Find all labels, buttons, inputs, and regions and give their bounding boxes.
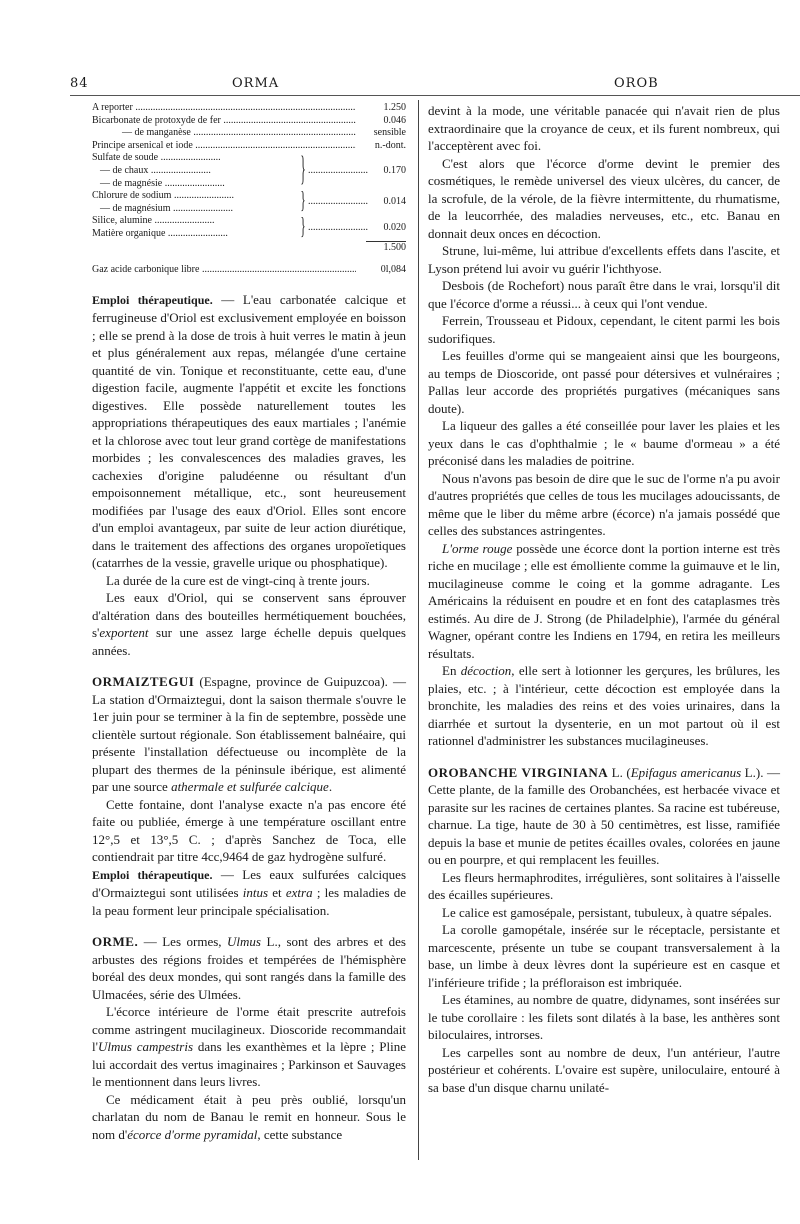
paragraph: Strune, lui-même, lui attribue d'excellents effets dans l'ascite, et Lyson prétend lui avoir vu guérir l'ichthyose. [428,243,780,276]
table-group: Sulfate de soude ..... — de chaux ..... — de magnésie ..... } ..... 0.170 [92,152,406,190]
page-header [0,76,800,96]
left-column [92,102,406,1143]
page-number: 84 [70,76,89,91]
paragraph: C'est alors que l'écorce d'orme devint le premier des cosmétiques, le remède universel des vieux ulcères, du cancer, de la scrofule, de la vérole, de la fièvre intermittente, du rhumatisme, de la leucorrhée, des maladies nerveuses, etc., etc. Banau en donnait deux onces en décoction. [428,155,780,241]
paragraph: Desbois (de Rochefort) nous paraît être dans le vrai, lorsqu'il dit que l'écorce d'orme a réussi... à ceux qui l'ont vendue. [428,278,780,311]
table-row: — de manganèse ..... sensible [92,127,406,140]
running-title-right: OROB [614,76,659,91]
paragraph: Les fleurs hermaphrodites, irrégulières, sont solitaires à l'aisselle des écailles supérieures. [428,869,780,902]
brace-icon: } [300,214,306,241]
entry-orobanche: OROBANCHE VIRGINIANA L. (Epifagus americanus L.). — Cette plante, de la famille des Orobanchées, est herbacée vivace et parasite sur les racines de certaines plantes. Sa racine est tubéreuse, charnue. La tige, haute de 30 à 50 centimètres, est lisse, ramifiée depuis la base et munie de petites écailles ovales, colorées en jaune ou en pourpre, et qui remplacent les feuilles. [428,764,780,867]
paragraph: La corolle gamopétale, insérée sur le réceptacle, persistante et marcescente, présente un tube se coupant transversalement à la base, un limbe à deux lèvres dont la supérieure est en casque et l'inférieure trifide ; la préfloraison est imbriquée. [428,922,780,990]
paragraph: Ce médicament était à peu près oublié, lorsqu'un charlatan du nom de Banau le remit en honneur. Sous le nom d'écorce d'orme pyramidal, cette substance [92,1091,406,1142]
paragraph: Le calice est gamosépale, persistant, tubuleux, à quatre sépales. [442,904,772,920]
paragraph: La durée de la cure est de vingt-cinq à trente jours. [106,572,370,588]
entry-orme: ORME. — Les ormes, Ulmus L., sont des arbres et des arbustes des régions froides et tempérées de l'hémisphère boréal des deux mondes, qui sont rangés dans la famille des Ulmacées, série des Ulmées. [92,934,406,1002]
table-row: Bicarbonate de protoxyde de fer ..... 0.046 [92,115,406,128]
paragraph: L'écorce intérieure de l'orme était prescrite autrefois comme astringent mucilagineux. Dioscoride recommandait l'Ulmus campestris dans les exanthèmes et la lèpre ; Pline lui accordait des vertus imaginaires ; Parkinson et Sauvages le mentionnent dans leurs livres. [92,1004,406,1090]
entry-heading: ORME. [92,934,139,950]
entry-heading: OROBANCHE VIRGINIANA [428,764,609,780]
entry-ormaiztegui: ORMAIZTEGUI (Espagne, province de Guipuzcoa). — La station d'Ormaiztegui, dont la saison thermale s'ouvre le 1er juin pour se terminer à la fin de septembre, possède une clientèle surtout régionale. Son établissement balnéaire, qui présente l'installation défectueuse ou incomplète de la plupart des thermes de la péninsule ibérique, est alimenté par une source athermale et sulfurée calcique. [92,674,406,795]
paragraph: Cette fontaine, dont l'analyse exacte n'a pas encore été faite ou publiée, émerge à une température oscillant entre 12°,5 et 13°,5 C. ; d'après Sanchez de Toca, elle contiendrait par titre 4cc,9464 de gaz hydrogène sulfuré. [92,796,406,865]
right-column [428,102,780,1096]
paragraph: L'orme rouge possède une écorce dont la portion interne est très riche en mucilage ; elle est émolliente comme la guimauve et le lin, mucilagineuse comme le coing et la gomme adragante. Les Américains la réduisent en poudre et en font des cataplasmes très estimés. Au dire de J. Strong (de Philadelphie), l'armée du général Wagner, opérant contre les Indiens en 1794, en retira les meilleurs résultats. [428,540,781,661]
paragraph: Les carpelles sont au nombre de deux, l'un antérieur, l'autre postérieur et cohérents. L'ovaire est supère, uniloculaire, entouré à sa base d'un disque charnu unilaté- [428,1044,780,1095]
table-row: A reporter ..... 1.250 [92,102,406,115]
paragraph: Les feuilles d'orme qui se mangeaient ainsi que les bourgeons, au temps de Dioscoride, ont passé pour détersives et vulnéraires ; Pallas leur accorde des propriétés purgatives (mécaniques sans doute). [428,348,780,416]
paragraph: En décoction, elle sert à lotionner les gerçures, les brûlures, les plaies, etc. ; à l'intérieur, cette décoction est employée dans la bronchite, les maladies des reins et des voies urinaires, dans la diarrhée et surtout la dysenterie, en un mot partout où il est rationnel d'administrer les substances mucilagineuses. [428,663,780,748]
paragraph: Les étamines, au nombre de quatre, didynames, sont insérées sur le tube corollaire : les filets sont dilatés à la base, les anthères sont biloculaires, introrses. [428,992,780,1042]
column-divider [418,100,419,1160]
table-row: Principe arsenical et iode ..... n.-dont. [92,140,406,153]
paragraph: Emploi thérapeutique. — Les eaux sulfurées calciques d'Ormaiztegui sont utilisées intus et extra ; les maladies de la peau forment leur principale spécialisation. [92,866,406,918]
paragraph: Ferrein, Trousseau et Pidoux, cependant, le citent parmi les bois sudorifiques. [428,313,780,346]
table-total: 1.500 [92,241,406,255]
table-row: Gaz acide carbonique libre ..... 0l,084 [92,264,406,277]
table-group: Chlorure de sodium ..... — de magnésium ..... } ..... 0.014 [92,190,406,215]
entry-heading: ORMAIZTEGUI [92,674,195,690]
paragraph: Les eaux d'Oriol, qui se conservent sans éprouver d'altération dans des bouteilles hermétiquement bouchées, s'exportent sur une assez large échelle depuis quelques années. [92,590,406,658]
brace-icon: } [300,151,306,190]
paragraph: devint à la mode, une véritable panacée qui n'avait rien de plus extraordinaire que la croyance de ceux, et ils furent nombreux, qui l'acceptèrent avec foi. [428,103,780,153]
paragraph: Nous n'avons pas besoin de dire que le suc de l'orme n'a pu avoir d'autres propriétés que celles de tous les mucilages adoucissants, de même que le liber du même arbre (écorce) n'a jamais possédé que celles des substances astringentes. [428,470,780,538]
brace-icon: } [300,188,306,216]
header-rule [70,95,800,96]
paragraph: La liqueur des galles a été conseillée pour laver les plaies et les yeux dans le cas d'ophthalmie ; le « baume d'ormeau » a été préconisé dans les maladies de poitrine. [428,418,780,468]
paragraph: Emploi thérapeutique. — L'eau carbonatée calcique et ferrugineuse d'Oriol est exclusivement employée en boisson ; elle se prend à la dose de trois à huit verres le matin à jeun et plus généralement aux repas, mélangée d'une certaine quantité de vin. Tonique et reconstituante, cette eau, d'une digestion facile, augmente l'appétit et excite les fonctions digestives. Elle possède naturellement toutes les appropriations thérapeutiques des eaux martiales ; l'anémie et la chlorose avec tout leur grand cortège de manifestations morbides ; les convalescences des maladies graves, les cachexies d'origine paludéenne ou résultant d'un empoisonnement métallique, etc., sont heureusement modifiées par l'usage des eaux d'Oriol. Elles sont encore d'un emploi avantageux, par suite de leur action diurétique, dans le traitement des affections des organes uropoïetiques (catarrhes de la vessie, gravelle urique ou phosphatique). [92,291,406,571]
composition-table [92,102,406,277]
table-group: Silice, alumine ..... Matière organique ..... } ..... 0.020 [92,215,406,240]
running-title-left: ORMA [232,76,280,91]
